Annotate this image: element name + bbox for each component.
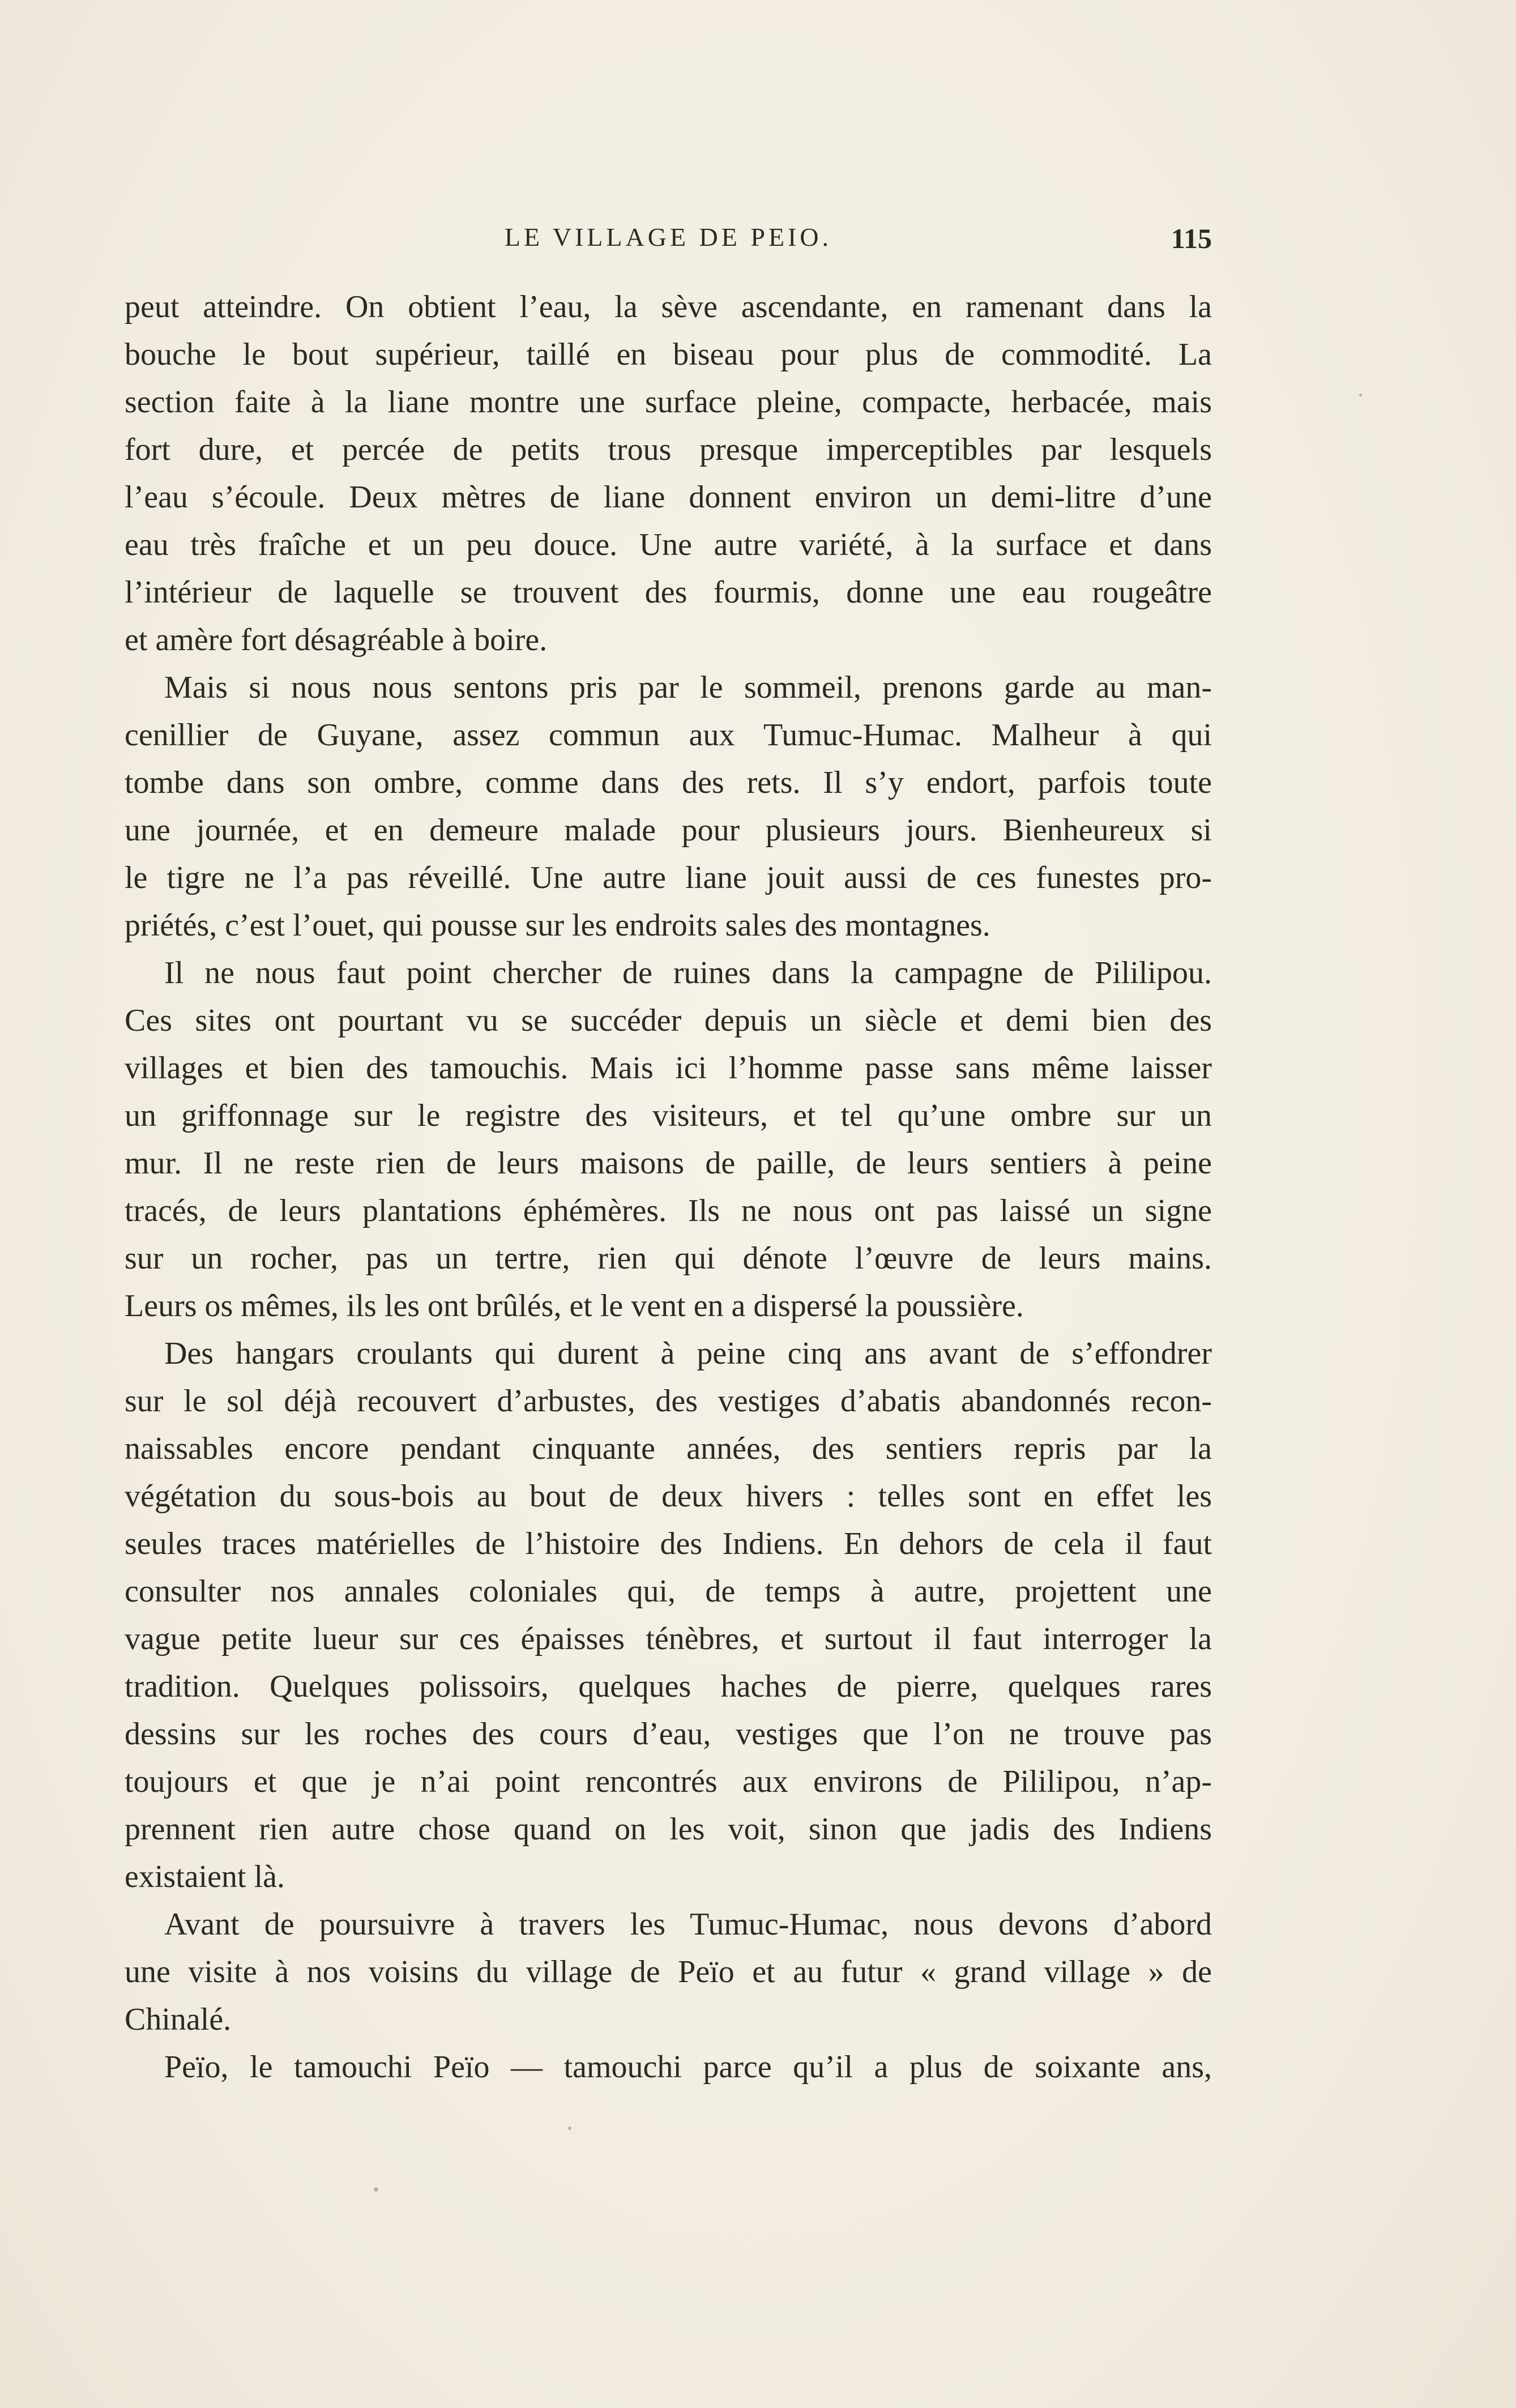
text-line: tradition. Quelques polissoirs, quelques haches de pierre, quelques rares bbox=[125, 1669, 1212, 1704]
text-line: le tigre ne l’a pas réveillé. Une autre liane jouit aussi de ces funestes pro- bbox=[125, 860, 1212, 895]
text-line: Leurs os mêmes, ils les ont brûlés, et le vent en a dispersé la poussière. bbox=[125, 1288, 1024, 1323]
paper-speck bbox=[1359, 394, 1362, 396]
text-line: peut atteindre. On obtient l’eau, la sève ascendante, en ramenant dans la bbox=[125, 289, 1212, 325]
text-line: villages et bien des tamouchis. Mais ici l’homme passe sans même laisser bbox=[125, 1051, 1212, 1086]
text-line: tracés, de leurs plantations éphémères. Ils ne nous ont pas laissé un signe bbox=[125, 1193, 1212, 1228]
text-line: une journée, et en demeure malade pour plusieurs jours. Bienheureux si bbox=[125, 813, 1212, 848]
text-line: Peïo, le tamouchi Peïo — tamouchi parce qu’il a plus de soixante ans, bbox=[164, 2050, 1212, 2085]
text-line: section faite à la liane montre une surface pleine, compacte, herbacée, mais bbox=[125, 385, 1212, 420]
text-line: l’eau s’écoule. Deux mètres de liane donnent environ un demi-litre d’une bbox=[125, 480, 1212, 515]
text-line: sur un rocher, pas un tertre, rien qui dénote l’œuvre de leurs mains. bbox=[125, 1241, 1212, 1276]
paper-speck bbox=[568, 2127, 571, 2130]
text-line: Avant de poursuivre à travers les Tumuc-Humac, nous devons d’abord bbox=[164, 1907, 1212, 1942]
text-line: Chinalé. bbox=[125, 2002, 232, 2037]
page-number: 115 bbox=[1171, 223, 1212, 254]
text-line: Mais si nous nous sentons pris par le sommeil, prenons garde au man- bbox=[164, 670, 1212, 705]
text-line: fort dure, et percée de petits trous presque imperceptibles par lesquels bbox=[125, 432, 1212, 467]
text-line: mur. Il ne reste rien de leurs maisons de paille, de leurs sentiers à peine bbox=[125, 1146, 1212, 1181]
text-line: cenillier de Guyane, assez commun aux Tumuc-Humac. Malheur à qui bbox=[125, 718, 1212, 753]
text-line: existaient là. bbox=[125, 1859, 285, 1894]
page-header bbox=[125, 222, 1212, 262]
text-line: priétés, c’est l’ouet, qui pousse sur les endroits sales des montagnes. bbox=[125, 908, 990, 943]
body-text bbox=[125, 283, 1212, 2091]
text-line: vague petite lueur sur ces épaisses ténèbres, et surtout il faut interroger la bbox=[125, 1621, 1212, 1656]
text-line: eau très fraîche et un peu douce. Une autre variété, à la surface et dans bbox=[125, 527, 1212, 562]
text-line: une visite à nos voisins du village de Peïo et au futur « grand village » de bbox=[125, 1954, 1212, 1989]
running-title: LE VILLAGE DE PEIO. bbox=[504, 223, 832, 251]
text-line: bouche le bout supérieur, taillé en biseau pour plus de commodité. La bbox=[125, 337, 1212, 372]
text-line: consulter nos annales coloniales qui, de temps à autre, projettent une bbox=[125, 1574, 1212, 1609]
text-line: Des hangars croulants qui durent à peine cinq ans avant de s’effondrer bbox=[164, 1336, 1212, 1371]
text-line: toujours et que je n’ai point rencontrés aux environs de Pililipou, n’ap- bbox=[125, 1764, 1212, 1799]
text-line: végétation du sous-bois au bout de deux hivers : telles sont en effet les bbox=[125, 1479, 1212, 1514]
text-line: tombe dans son ombre, comme dans des rets. Il s’y endort, parfois toute bbox=[125, 765, 1212, 800]
text-line: l’intérieur de laquelle se trouvent des fourmis, donne une eau rougeâtre bbox=[125, 575, 1212, 610]
text-line: prennent rien autre chose quand on les voit, sinon que jadis des Indiens bbox=[125, 1812, 1212, 1847]
text-line: seules traces matérielles de l’histoire des Indiens. En dehors de cela il faut bbox=[125, 1526, 1212, 1561]
paper-speck bbox=[374, 2187, 378, 2192]
text-line: naissables encore pendant cinquante années, des sentiers repris par la bbox=[125, 1431, 1212, 1466]
text-line: dessins sur les roches des cours d’eau, vestiges que l’on ne trouve pas bbox=[125, 1717, 1212, 1752]
text-line: et amère fort désagréable à boire. bbox=[125, 622, 548, 657]
text-line: Ces sites ont pourtant vu se succéder depuis un siècle et demi bien des bbox=[125, 1003, 1212, 1038]
text-line: Il ne nous faut point chercher de ruines dans la campagne de Pililipou. bbox=[164, 955, 1212, 990]
text-line: sur le sol déjà recouvert d’arbustes, des vestiges d’abatis abandonnés recon- bbox=[125, 1384, 1212, 1419]
text-line: un griffonnage sur le registre des visiteurs, et tel qu’une ombre sur un bbox=[125, 1098, 1212, 1133]
